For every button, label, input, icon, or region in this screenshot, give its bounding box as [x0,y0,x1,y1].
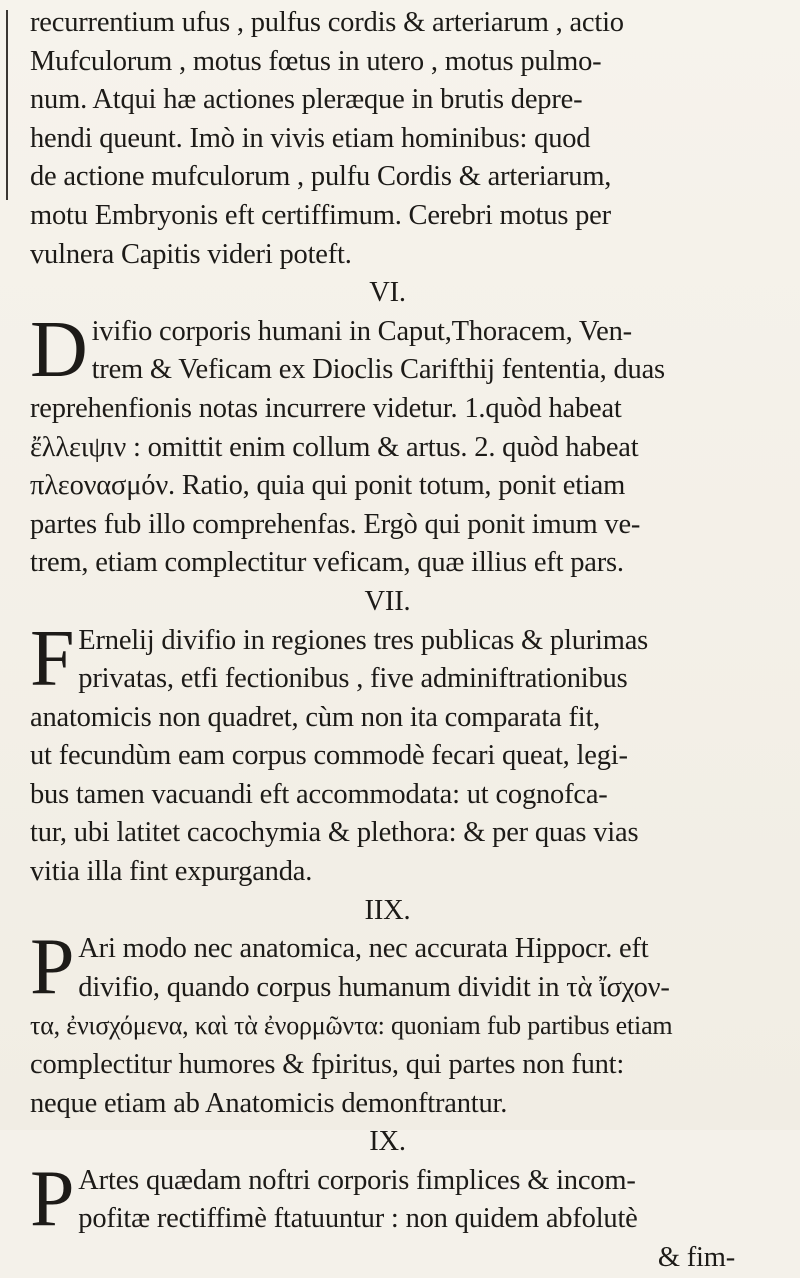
section-paragraph [30,305,785,583]
text-line: τα, ἐνισχόμενα, καὶ τὰ ἐνορμῶντα: quoniam fub partibus etiam [30,1011,673,1041]
text-line: anatomicis non quadret, cùm non ita comparata fit, [30,701,601,733]
text-line: Artes quædam noftri corporis fimplices & incom- [78,1164,636,1196]
text-line: complectitur humores & fpiritus, qui partes non funt: [30,1049,625,1081]
section-numeral: IX. [369,1126,406,1158]
text-line: partes fub illo comprehenfas. Ergò qui ponit imum ve- [30,508,641,540]
text-line: trem & Veficam ex Dioclis Carifthij fententia, duas [91,354,665,386]
text-line: Ernelij divifio in regiones tres publicas & plurimas [78,624,649,656]
text-line: vulnera Capitis videri poteft. [30,238,352,270]
binding-edge [6,10,8,200]
text-line: hendi queunt. Imò in vivis etiam hominibus: quod [30,122,591,154]
text-line: tur, ubi latitet cacochymia & plethora: & per quas vias [30,817,639,849]
drop-cap: F [30,614,75,703]
section-numeral: VII. [364,585,411,617]
text-line: divifio, quando corpus humanum dividit in τὰ ἴσχον- [78,971,670,1003]
text-line: Mufculorum , motus fœtus in utero , motus pulmo- [30,45,602,77]
drop-cap: D [30,305,88,394]
section-numeral: IIX. [364,894,411,926]
text-line: reprehenfionis notas incurrere videtur. 1.quòd habeat [30,392,622,424]
text-line: de actione mufculorum , pulfu Cordis & arteriarum, [30,161,612,193]
text-line: Ari modo nec anatomica, nec accurata Hippocr. eft [78,933,649,965]
text-line: ivifio corporis humani in Caput,Thoracem, Ven- [91,315,632,347]
text-line: num. Atqui hæ actiones pleræque in brutis depre- [30,84,583,116]
drop-cap: P [30,923,75,1012]
intro-paragraph [30,4,785,274]
section-paragraph [30,923,785,1123]
text-line: recurrentium ufus , pulfus cordis & arteriarum , actio [30,7,624,38]
text-line: πλεονασμόν. Ratio, quia qui ponit totum, ponit etiam [30,470,626,502]
text-line: trem, etiam complectitur veficam, quæ illius eft pars. [30,547,624,579]
text-line: motu Embryonis eft certiffimum. Cerebri motus per [30,199,611,231]
section-numeral: VI. [369,277,406,309]
text-line: neque etiam ab Anatomicis demonftrantur. [30,1087,508,1119]
section-paragraph [30,614,785,892]
text-line: pofitæ rectiffimè ftatuuntur : non quidem abfolutè [78,1203,638,1235]
text-line: privatas, etfi fectionibus , five adminiftrationibus [78,663,628,695]
text-line: bus tamen vacuandi eft accommodata: ut cognofca- [30,778,608,810]
text-line: ἔλλειψιν : omittit enim collum & artus. 2. quòd habeat [30,431,639,463]
drop-cap: P [30,1154,75,1243]
text-line: vitia illa fint expurganda. [30,856,313,888]
section-paragraph [30,1154,785,1243]
page-text [30,4,785,1278]
catchword: & fim- [657,1242,735,1273]
text-line: ut fecundùm eam corpus commodè fecari queat, legi- [30,740,628,772]
